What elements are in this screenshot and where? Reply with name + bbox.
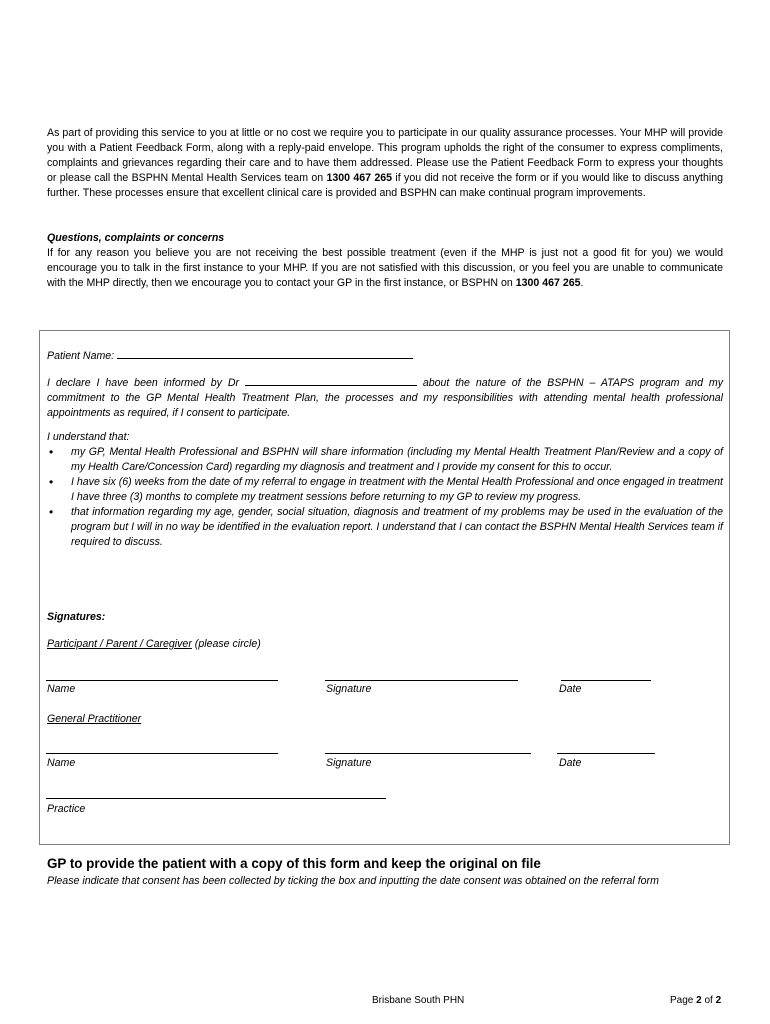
gp-note-title: GP to provide the patient with a copy of this form and keep the original on file	[47, 856, 541, 871]
participant-note: (please circle)	[191, 638, 261, 650]
gp-date-line[interactable]	[557, 753, 655, 754]
gp-date-caption: Date	[559, 757, 582, 769]
gp-name-caption: Name	[47, 757, 76, 769]
bullet-text: my GP, Mental Health Professional and BSPHN will share information (including my Mental Health Treatment Plan/Review and a copy of my Health Care/Concession Card) regarding my diagnosis and treatment and I provide my consent for this to occur.	[71, 446, 723, 473]
page-prefix: Page	[670, 995, 697, 1006]
participant-signature-caption: Signature	[326, 683, 372, 695]
bullet-glyph: •	[49, 445, 54, 459]
declaration-paragraph	[47, 374, 723, 421]
doctor-name-field[interactable]	[245, 374, 417, 386]
practice-caption: Practice	[47, 803, 86, 815]
participant-row	[47, 637, 261, 652]
questions-paragraph	[47, 246, 723, 291]
patient-name-row	[47, 347, 413, 364]
understand-label: I understand that:	[47, 431, 130, 443]
gp-signature-line[interactable]	[325, 753, 531, 754]
bullet-text: that information regarding my age, gender, social situation, diagnosis and treatment of my problems may be used in the evaluation of the program but I will in no way be identified in the evaluation report. I understand that I can contact the BSPHN Mental Health Services team if required to discuss.	[71, 506, 723, 548]
consent-box	[39, 330, 730, 845]
footer-org: Brisbane South PHN	[372, 995, 465, 1006]
participant-signature-line[interactable]	[325, 680, 518, 681]
footer-page-number	[670, 993, 721, 1008]
signatures-label: Signatures:	[47, 611, 106, 623]
gp-signature-caption: Signature	[326, 757, 372, 769]
participant-date-line[interactable]	[561, 680, 651, 681]
bullet-glyph: •	[49, 505, 54, 519]
declare-suffix: about the nature of the BSPHN – ATAPS program and my commitment to the GP Mental Health Treatment Plan, the processes and my responsibilities with attending mental health professional appointments as required, if I consent to participate.	[47, 377, 723, 419]
list-item	[47, 475, 723, 505]
page-current: 2	[696, 995, 702, 1006]
intro-paragraph	[47, 126, 723, 201]
questions-heading: Questions, complaints or concerns	[47, 232, 225, 244]
questions-text: If for any reason you believe you are not receiving the best possible treatment (even if the MHP is just not a good fit for you) we would encourage you to talk in the first instance to your MHP. If you are not satisfied with this discussion, or you feel you are unable to communicate with the MHP directly, then we encourage you to contact your GP in the first instance, or BSPHN on	[47, 247, 723, 289]
gp-name-line[interactable]	[46, 753, 278, 754]
page-of: of	[701, 995, 716, 1006]
questions-end: .	[580, 277, 584, 289]
intro-phone: 1300 467 265	[326, 172, 393, 184]
practice-line[interactable]	[46, 798, 386, 799]
participant-name-caption: Name	[47, 683, 76, 695]
understand-list	[47, 445, 723, 550]
intro-text-2: if you did not receive the form or if you would like to discuss anything further. These processes ensure that excellent clinical care is provided and BSPHN can make continual program improvements.	[47, 172, 723, 199]
questions-phone: 1300 467 265	[515, 277, 581, 289]
page-total: 2	[715, 995, 722, 1006]
gp-label: General Practitioner	[47, 713, 142, 725]
list-item	[47, 505, 723, 550]
intro-text-1: As part of providing this service to you at little or no cost we require you to participate in our quality assurance processes. Your MHP will provide you with a Patient Feedback Form, along with a reply-paid envelope. This program upholds the right of the consumer to express compliments, complaints and grievances regarding their care and to have them addressed. Please use the Patient Feedback Form to express your thoughts or please call the BSPHN Mental Health Services team on	[47, 127, 723, 184]
patient-name-field[interactable]	[117, 347, 413, 359]
bullet-text: I have six (6) weeks from the date of my referral to engage in treatment with the Mental Health Professional and once engaged in treatment I have three (3) months to complete my treatment sessions before returning to my GP to review my progress.	[71, 476, 723, 503]
gp-note-subtitle: Please indicate that consent has been collected by ticking the box and inputting the date consent was obtained on the referral form	[47, 875, 659, 887]
participant-label: Participant / Parent / Caregiver	[47, 638, 192, 650]
declare-prefix: I declare I have been informed by Dr	[47, 377, 240, 389]
participant-name-line[interactable]	[46, 680, 278, 681]
participant-date-caption: Date	[559, 683, 582, 695]
patient-name-label: Patient Name:	[47, 350, 115, 362]
bullet-glyph: •	[49, 475, 54, 489]
list-item	[47, 445, 723, 475]
